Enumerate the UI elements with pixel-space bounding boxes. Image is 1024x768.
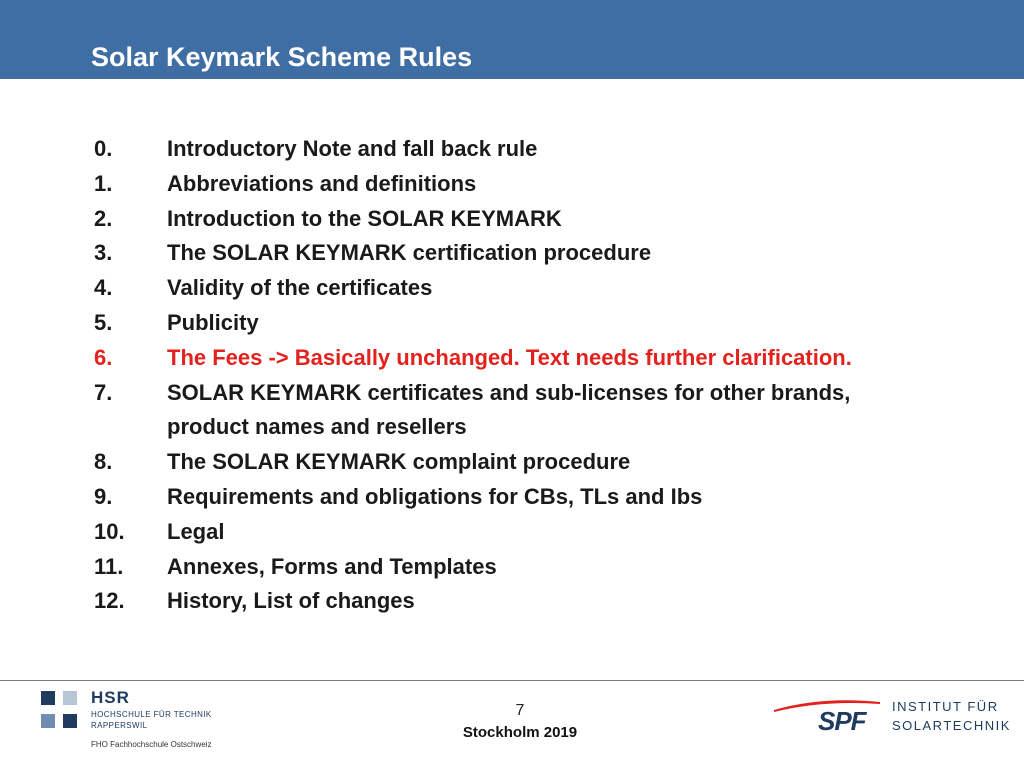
hsr-logo-line3: FHO Fachhochschule Ostschweiz xyxy=(91,740,212,749)
toc-item-0 xyxy=(94,132,974,167)
toc-text: Publicity xyxy=(167,309,259,335)
spf-logo-line1: INSTITUT FÜR xyxy=(892,699,999,714)
toc-text: The SOLAR KEYMARK complaint procedure xyxy=(167,449,631,475)
hsr-logo xyxy=(41,688,241,756)
toc-number: 4. xyxy=(94,275,113,301)
toc-number: 12. xyxy=(94,588,125,614)
hsr-logo-line1: HOCHSCHULE FÜR TECHNIK xyxy=(91,710,212,719)
toc-item-8 xyxy=(94,445,974,480)
toc-text: Requirements and obligations for CBs, TLs and Ibs xyxy=(167,483,703,509)
table-of-contents xyxy=(94,132,974,619)
page-number: 7 xyxy=(515,702,525,719)
toc-number: 2. xyxy=(94,205,113,231)
toc-item-3 xyxy=(94,236,974,271)
toc-text: SOLAR KEYMARK certificates and sub-licenses for other brands, xyxy=(167,379,851,405)
logo-square-icon xyxy=(63,691,77,705)
toc-number: 0. xyxy=(94,136,113,161)
spf-logo-line2: SOLARTECHNIK xyxy=(892,718,1011,733)
footer-venue: Stockholm 2019 xyxy=(462,724,578,741)
toc-item-11 xyxy=(94,550,974,585)
toc-item-7-continued xyxy=(94,410,974,445)
toc-text: product names and resellers xyxy=(167,414,467,440)
title-bar xyxy=(0,0,1024,79)
toc-number: 10. xyxy=(94,518,125,544)
toc-number: 7. xyxy=(94,379,113,405)
hsr-logo-name: HSR xyxy=(91,688,130,707)
toc-item-4 xyxy=(94,271,974,306)
toc-number: 11. xyxy=(94,553,124,579)
toc-item-6-highlighted xyxy=(94,341,974,376)
footer-divider xyxy=(0,680,1024,681)
toc-item-7 xyxy=(94,376,974,411)
toc-number: 9. xyxy=(94,483,113,509)
toc-item-10 xyxy=(94,515,974,550)
toc-text: History, List of changes xyxy=(167,588,415,614)
toc-item-12 xyxy=(94,584,974,619)
toc-text: Legal xyxy=(167,518,225,544)
spf-logo xyxy=(772,696,1012,746)
toc-text: Introduction to the SOLAR KEYMARK xyxy=(167,205,562,231)
toc-number: 1. xyxy=(94,170,113,196)
toc-text: Introductory Note and fall back rule xyxy=(167,136,538,161)
toc-item-2 xyxy=(94,202,974,237)
logo-square-icon xyxy=(41,714,55,728)
toc-item-5 xyxy=(94,306,974,341)
toc-text: The SOLAR KEYMARK certification procedure xyxy=(167,240,652,266)
toc-text: Abbreviations and definitions xyxy=(167,170,477,196)
toc-item-1 xyxy=(94,167,974,202)
toc-text: Validity of the certificates xyxy=(167,275,433,301)
spf-logo-mark: SPF xyxy=(818,706,866,736)
toc-number: 3. xyxy=(94,240,113,266)
toc-text: Annexes, Forms and Templates xyxy=(167,553,497,579)
toc-item-9 xyxy=(94,480,974,515)
logo-square-icon xyxy=(41,691,55,705)
toc-number: 6. xyxy=(94,344,113,370)
toc-number: 8. xyxy=(94,449,113,475)
hsr-logo-line2: RAPPERSWIL xyxy=(91,721,148,730)
toc-number: 5. xyxy=(94,309,113,335)
logo-square-icon xyxy=(63,714,77,728)
slide-title: Solar Keymark Scheme Rules xyxy=(91,42,473,72)
toc-text: The Fees -> Basically unchanged. Text needs further clarification. xyxy=(167,344,852,370)
